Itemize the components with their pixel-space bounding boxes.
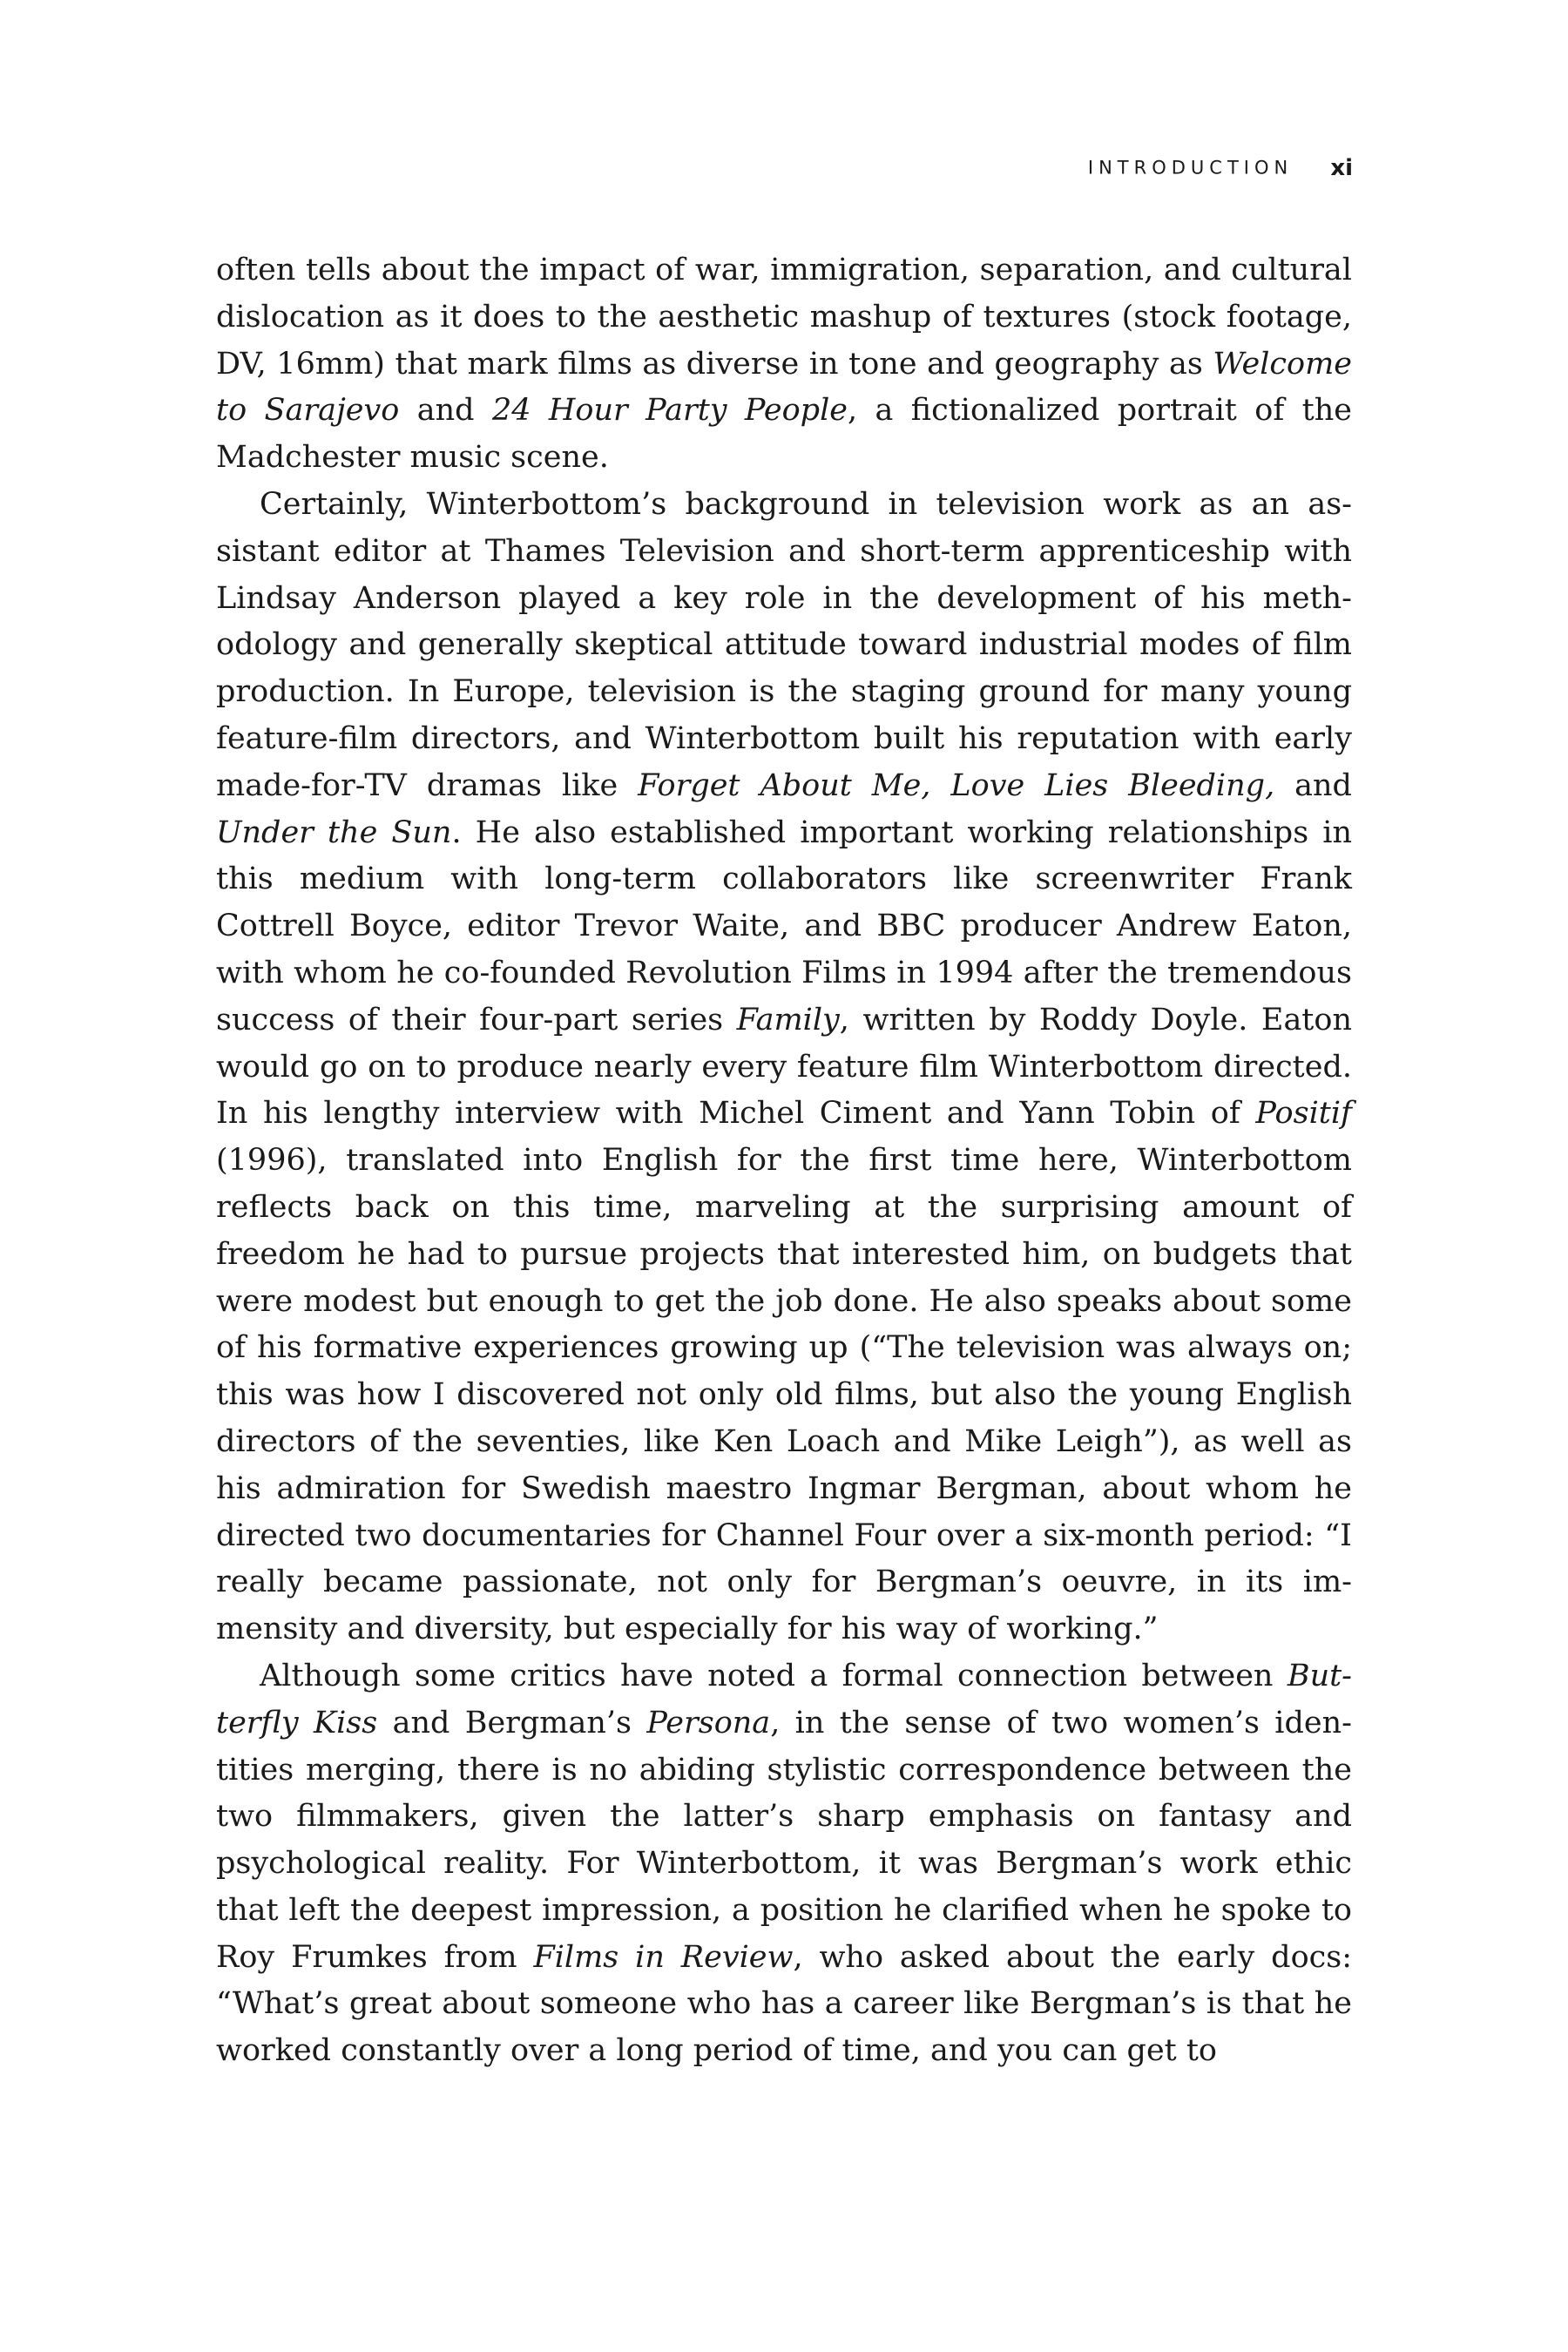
paragraph-2 — [216, 482, 1352, 1653]
text-span: and Bergman’s — [377, 1705, 647, 1740]
film-title: 24 Hour Party People — [491, 393, 848, 429]
text-span: (1996), translated into English for the first time here, Winterbottom reflects back on this time, marveling at the surprising amount of freedom he had to pursue projects that interested him, on budgets that were modest but enough to get the job done. He also speaks about some of his formative experiences growing up (“The television was always on; this was how I discovered not only old films, but also the young English directors of the seventies, like Ken Loach and Mike Leigh”), as well as his admiration for Swedish maestro Ingmar Bergman, about whom he directed two documentaries for Channel Four over a six-month period: “I really became passionate, not only for Bergman’s oeuvre, in its immensity and diversity, but especially for his way of working.” — [216, 1143, 1352, 1647]
film-title: Persona — [646, 1705, 771, 1740]
section-title: INTRODUCTION — [1087, 157, 1294, 179]
film-title: Under the Sun — [216, 814, 452, 850]
text-span: Certainly, Winterbottom’s background in television work as an assistant editor at Thames Television and short-term apprenticeship with Lindsay Anderson played a key role in the development of his methodology and generally skeptical attitude toward industrial modes of film production. In Europe, television is the staging ground for many young feature-film directors, and Winterbottom built his reputation with early made-for-TV dramas like — [216, 486, 1352, 803]
body-text — [216, 247, 1352, 2075]
film-title: Family — [736, 1002, 840, 1037]
film-title: Forget About Me, Love Lies Bleeding, — [638, 767, 1275, 803]
text-span: and — [399, 393, 492, 429]
publication-title: Positif — [1255, 1096, 1352, 1132]
text-span: , who asked about the early docs: “What’s great about someone who has a career like Bergman’s is that he worked constantly over a long period of time, and you can get to — [216, 1939, 1353, 2069]
text-span: . He also established important working relationships in this medium with long-term collaborators like screenwriter Frank Cottrell Boyce, editor Trevor Waite, and BBC producer Andrew Eaton, with whom he co-founded Revolution Films in 1994 after the tremendous success of their four-part series — [216, 814, 1352, 1037]
text-span: often tells about the impact of war, immigration, separation, and cultural dislocation as it does to the aesthetic mashup of textures (stock footage, DV, 16mm) that mark films as diverse in tone and geography as — [216, 253, 1352, 382]
film-title: Butterfly Kiss — [216, 1658, 1352, 1740]
running-head — [1088, 146, 1353, 188]
text-span: , written by Roddy Doyle. Eaton would go on to produce nearly every feature film Winterbottom directed. In his lengthy interview with Michel Ciment and Yann Tobin of — [216, 1002, 1352, 1132]
paragraph-3 — [216, 1653, 1352, 2075]
text-span: , a fictionalized portrait of the Madchester music scene. — [216, 393, 1352, 476]
publication-title: Films in Review — [533, 1939, 794, 1975]
text-span: , in the sense of two women’s identities merging, there is no abiding stylistic correspondence between the two filmmakers, given the latter’s sharp emphasis on fantasy and psychological reality. For Winterbottom, it was Bergman’s work ethic that left the deepest impression, a position he clarified when he spoke to Roy Frumkes from — [216, 1705, 1352, 1975]
page-number: xi — [1330, 154, 1353, 181]
paragraph-1 — [216, 247, 1352, 482]
film-title: Welcome to Sarajevo — [216, 346, 1352, 429]
text-span: and — [1274, 767, 1352, 803]
text-span: Although some critics have noted a formal connection between — [260, 1658, 1288, 1693]
